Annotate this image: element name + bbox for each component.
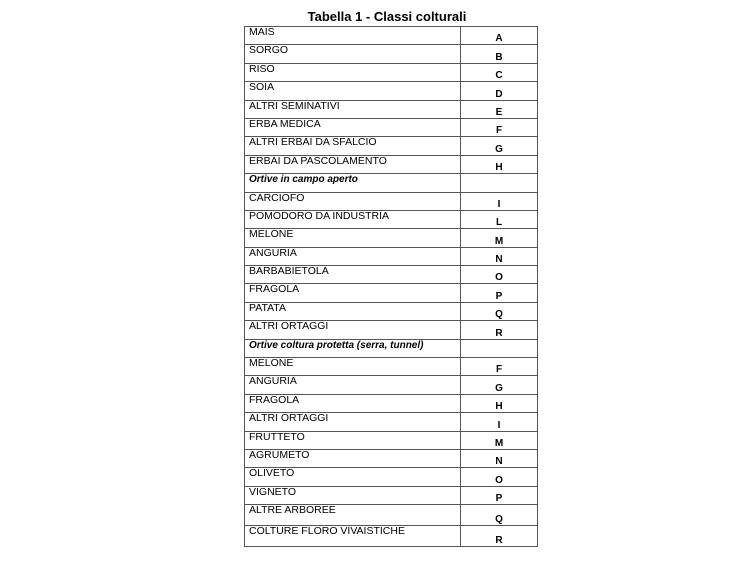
class-code-cell: D [461, 82, 538, 100]
table-row [245, 394, 538, 412]
crop-classes-table [244, 26, 538, 547]
class-code-cell: I [461, 413, 538, 431]
class-code-cell: H [461, 394, 538, 412]
class-code-cell: O [461, 468, 538, 486]
section-label: Ortive coltura protetta (serra, tunnel) [245, 339, 461, 357]
crop-name-cell: ALTRI ORTAGGI [245, 321, 461, 339]
crop-name-cell: ANGURIA [245, 376, 461, 394]
class-code-cell: Q [461, 302, 538, 320]
table-row [245, 413, 538, 431]
class-code-cell: E [461, 100, 538, 118]
table-title: Tabella 1 - Classi colturali [307, 9, 467, 24]
crop-name-cell: ERBA MEDICA [245, 118, 461, 136]
table-row [245, 431, 538, 449]
class-code-cell: O [461, 266, 538, 284]
class-code-cell: H [461, 155, 538, 173]
table-row [245, 27, 538, 45]
class-code-cell: A [461, 27, 538, 45]
table-row [245, 229, 538, 247]
class-code-cell [461, 174, 538, 192]
table-row [245, 468, 538, 486]
crop-name-cell: POMODORO DA INDUSTRIA [245, 210, 461, 228]
table-row [245, 63, 538, 81]
crop-name-cell: BARBABIETOLA [245, 266, 461, 284]
table-row [245, 505, 538, 526]
crop-name-cell: ERBAI DA PASCOLAMENTO [245, 155, 461, 173]
class-code-cell: G [461, 376, 538, 394]
class-code-cell: M [461, 229, 538, 247]
section-label: Ortive in campo aperto [245, 174, 461, 192]
crop-name-cell: FRAGOLA [245, 284, 461, 302]
crop-name-cell: SOIA [245, 82, 461, 100]
class-code-cell: F [461, 358, 538, 376]
class-code-cell: R [461, 526, 538, 547]
table-row [245, 137, 538, 155]
table-row [245, 284, 538, 302]
crop-name-cell: ALTRE ARBOREE [245, 505, 461, 526]
crop-name-cell: ANGURIA [245, 247, 461, 265]
crop-name-cell: MELONE [245, 229, 461, 247]
class-code-cell: N [461, 449, 538, 467]
table-row [245, 82, 538, 100]
crop-name-cell: SORGO [245, 45, 461, 63]
class-code-cell: N [461, 247, 538, 265]
crop-name-cell: COLTURE FLORO VIVAISTICHE [245, 526, 461, 547]
table-row [245, 155, 538, 173]
table-row [245, 100, 538, 118]
crop-name-cell: MAIS [245, 27, 461, 45]
class-code-cell: F [461, 118, 538, 136]
table-row [245, 266, 538, 284]
class-code-cell: M [461, 431, 538, 449]
crop-name-cell: ALTRI ORTAGGI [245, 413, 461, 431]
table-row [245, 118, 538, 136]
class-code-cell: B [461, 45, 538, 63]
table-row [245, 45, 538, 63]
crop-name-cell: MELONE [245, 358, 461, 376]
class-code-cell: Q [461, 505, 538, 526]
crop-name-cell: ALTRI ERBAI DA SFALCIO [245, 137, 461, 155]
class-code-cell: I [461, 192, 538, 210]
section-row [245, 339, 538, 357]
crop-name-cell: VIGNETO [245, 486, 461, 504]
class-code-cell: P [461, 284, 538, 302]
table-row [245, 358, 538, 376]
table-row [245, 302, 538, 320]
table-row [245, 321, 538, 339]
table-row [245, 486, 538, 504]
crop-name-cell: ALTRI SEMINATIVI [245, 100, 461, 118]
class-code-cell: G [461, 137, 538, 155]
class-code-cell: C [461, 63, 538, 81]
table-row [245, 526, 538, 547]
crop-name-cell: FRAGOLA [245, 394, 461, 412]
class-code-cell [461, 339, 538, 357]
table-row [245, 376, 538, 394]
crop-name-cell: OLIVETO [245, 468, 461, 486]
table-row [245, 449, 538, 467]
class-code-cell: R [461, 321, 538, 339]
table-row [245, 247, 538, 265]
crop-name-cell: PATATA [245, 302, 461, 320]
crop-name-cell: FRUTTETO [245, 431, 461, 449]
table-row [245, 192, 538, 210]
crop-name-cell: CARCIOFO [245, 192, 461, 210]
crop-name-cell: AGRUMETO [245, 449, 461, 467]
class-code-cell: L [461, 210, 538, 228]
section-row [245, 174, 538, 192]
table-row [245, 210, 538, 228]
crop-name-cell: RISO [245, 63, 461, 81]
class-code-cell: P [461, 486, 538, 504]
